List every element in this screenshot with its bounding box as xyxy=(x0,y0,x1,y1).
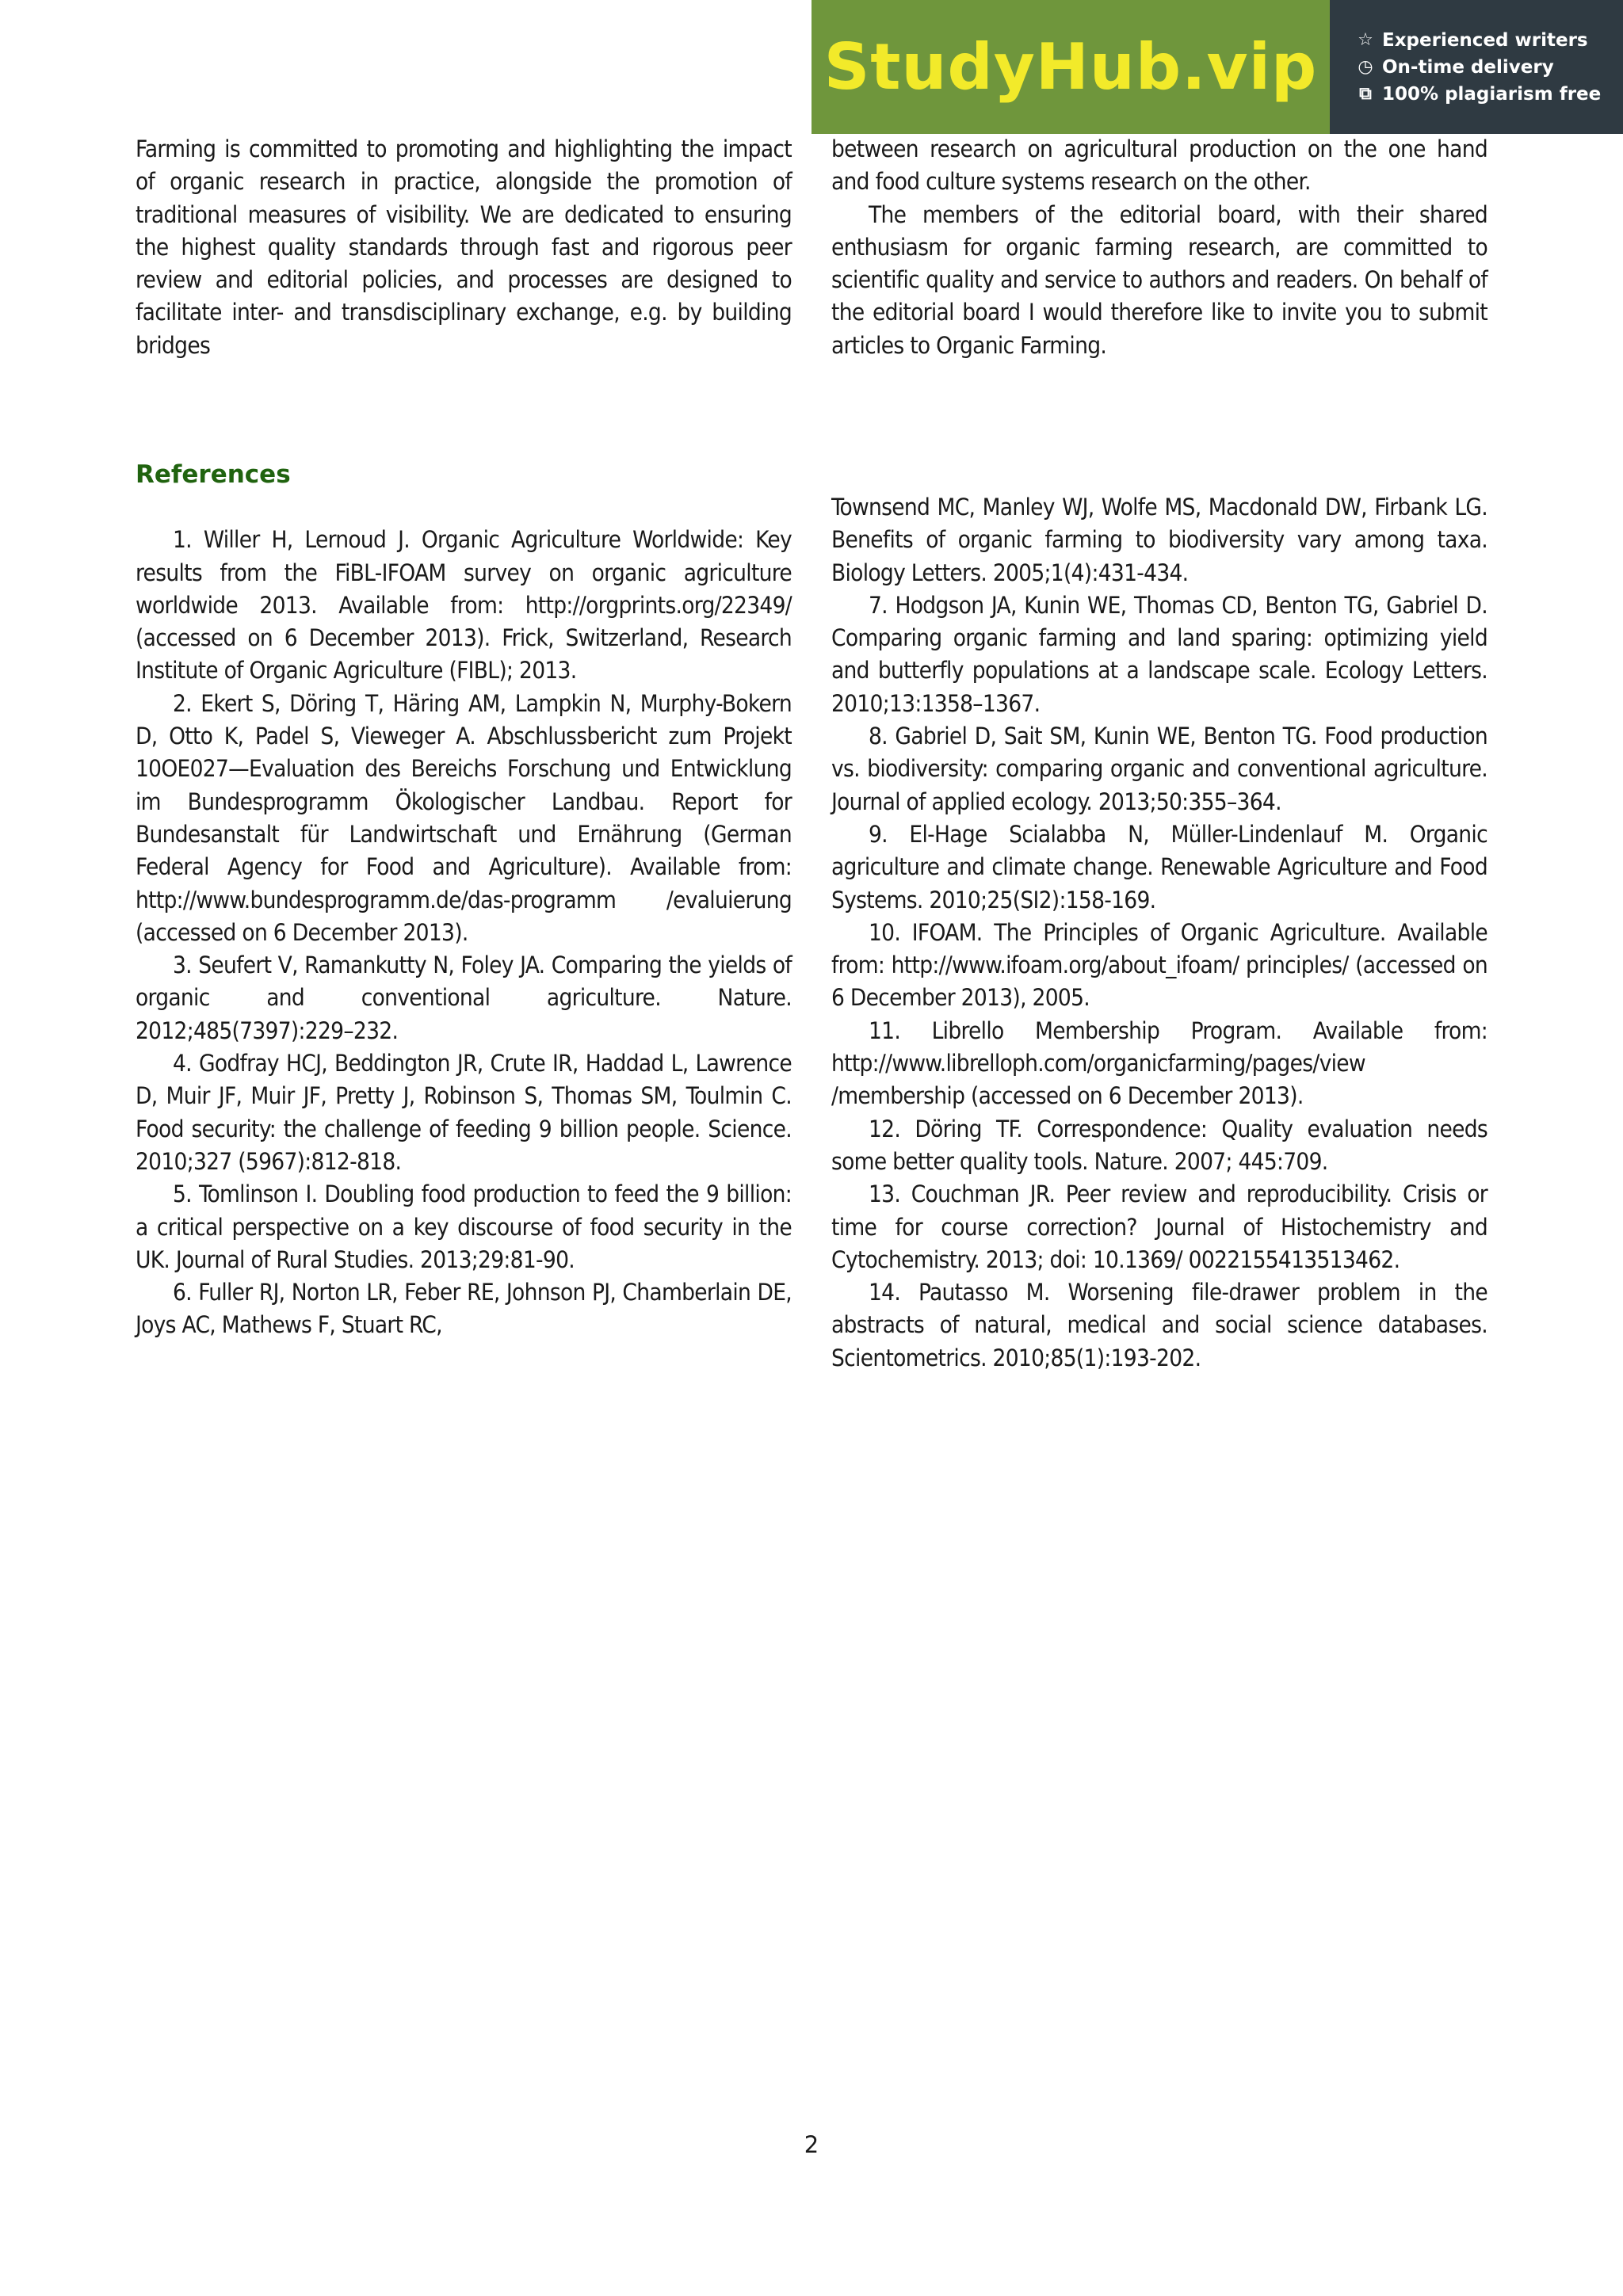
body-paragraph: between research on agricultural production on the one hand and food culture systems research on the other. xyxy=(831,135,1487,196)
reference-item: 4. Godfray HCJ, Beddington JR, Crute IR, Haddad L, Lawrence D, Muir JF, Muir JF, Pretty J, Robinson S, Thomas SM, Toulmin C. Food security: the challenge of feeding 9 billion people. Science. 2010;327 (5967):812-818. xyxy=(136,1050,792,1175)
reference-item: 2. Ekert S, Döring T, Häring AM, Lampkin N, Murphy-Bokern D, Otto K, Padel S, Vieweger A. Abschlussbericht zum Projekt 10OE027—Evaluation des Bereichs Forschung und Entwicklung im Bundesprogramm Ökologischer Landbau. Report for Bundesanstalt für Landwirtschaft und Ernährung (German Federal Agency for Food and Agriculture). Available from: http://www.bundesprogramm.de/das-programm /evaluierung (accessed on 6 December 2013). xyxy=(136,689,792,946)
page-number: 2 xyxy=(804,2131,819,2158)
reference-item: 10. IFOAM. The Principles of Organic Agriculture. Available from: http://www.ifoam.org/about_ifoam/ principles/ (accessed on 6 December 2013), 2005. xyxy=(831,918,1487,1012)
body-right-column xyxy=(831,133,1487,362)
feature-item xyxy=(1357,57,1623,78)
feature-label: 100% plagiarism free xyxy=(1382,83,1602,105)
reference-item: 8. Gabriel D, Sait SM, Kunin WE, Benton TG. Food production vs. biodiversity: comparing organic and conventional agriculture. Journal of applied ecology. 2013;50:355–364. xyxy=(831,723,1487,815)
references-left-column xyxy=(136,459,792,1342)
reference-item: 7. Hodgson JA, Kunin WE, Thomas CD, Benton TG, Gabriel D. Comparing organic farming and land sparing: optimizing yield and butterfly populations at a landscape scale. Ecology Letters. 2010;13:1358–1367. xyxy=(831,591,1487,717)
feature-item xyxy=(1357,84,1623,105)
reference-item: 9. El-Hage Scialabba N, Müller-Lindenlauf M. Organic agriculture and climate change. Renewable Agriculture and Food Systems. 2010;25(SI2):158-169. xyxy=(831,820,1487,913)
feature-label: Experienced writers xyxy=(1382,29,1588,51)
reference-item: 6. Fuller RJ, Norton LR, Feber RE, Johnson PJ, Chamberlain DE, Joys AC, Mathews F, Stuart RC, xyxy=(136,1279,792,1339)
copy-check-icon: ⧉ xyxy=(1359,84,1372,104)
ad-banner[interactable] xyxy=(812,0,1623,134)
reference-item: 13. Couchman JR. Peer review and reproducibility. Crisis or time for course correction? Journal of Histochemistry and Cytochemistry. 2013; doi: 10.1369/ 0022155413513462. xyxy=(831,1180,1487,1273)
feature-list xyxy=(1330,0,1623,134)
star-icon: ☆ xyxy=(1358,30,1373,50)
reference-item: 11. Librello Membership Program. Available from: http://www.librelloph.com/organicfarming/pages/view /membership (accessed on 6 December 2013). xyxy=(831,1016,1487,1110)
body-paragraph: The members of the editorial board, with their shared enthusiasm for organic farming research, are committed to scientific quality and service to authors and readers. On behalf of the editorial board I would therefore like to invite you to submit articles to Organic Farming. xyxy=(831,200,1487,359)
references-right-column xyxy=(831,459,1487,1375)
reference-item: 5. Tomlinson I. Doubling food production to feed the 9 billion: a critical perspective on a key discourse of food security in the UK. Journal of Rural Studies. 2013;29:81-90. xyxy=(136,1180,792,1273)
reference-item: 1. Willer H, Lernoud J. Organic Agriculture Worldwide: Key results from the FiBL-IFOAM survey on organic agriculture worldwide 2013. Available from: http://orgprints.org/22349/ (accessed on 6 December 2013). Frick, Switzerland, Research Institute of Organic Agriculture (FIBL); 2013. xyxy=(136,526,792,685)
feature-item xyxy=(1357,30,1623,51)
reference-item: 3. Seufert V, Ramankutty N, Foley JA. Comparing the yields of organic and conventional agriculture. Nature. 2012;485(7397):229–232. xyxy=(136,952,792,1044)
clock-icon: ◷ xyxy=(1358,57,1373,77)
body-paragraph: Farming is committed to promoting and highlighting the impact of organic research in practice, alongside the promotion of traditional measures of visibility. We are dedicated to ensuring the highest quality standards through fast and rigorous peer review and editorial policies, and processes are designed to facilitate inter- and transdisciplinary exchange, e.g. by building bridges xyxy=(136,135,792,359)
reference-item: 14. Pautasso M. Worsening file-drawer problem in the abstracts of natural, medical and social science databases. Scientometrics. 2010;85(1):193-202. xyxy=(831,1279,1487,1371)
references-heading: References xyxy=(136,460,291,489)
brand-logo[interactable]: StudyHub.vip xyxy=(812,0,1330,134)
reference-continuation: Townsend MC, Manley WJ, Wolfe MS, Macdonald DW, Firbank LG. Benefits of organic farming to biodiversity vary among taxa. Biology Letters. 2005;1(4):431-434. xyxy=(831,494,1487,586)
body-left-column xyxy=(136,133,792,362)
feature-label: On-time delivery xyxy=(1382,56,1554,78)
reference-item: 12. Döring TF. Correspondence: Quality evaluation needs some better quality tools. Nature. 2007; 445:709. xyxy=(831,1115,1487,1175)
